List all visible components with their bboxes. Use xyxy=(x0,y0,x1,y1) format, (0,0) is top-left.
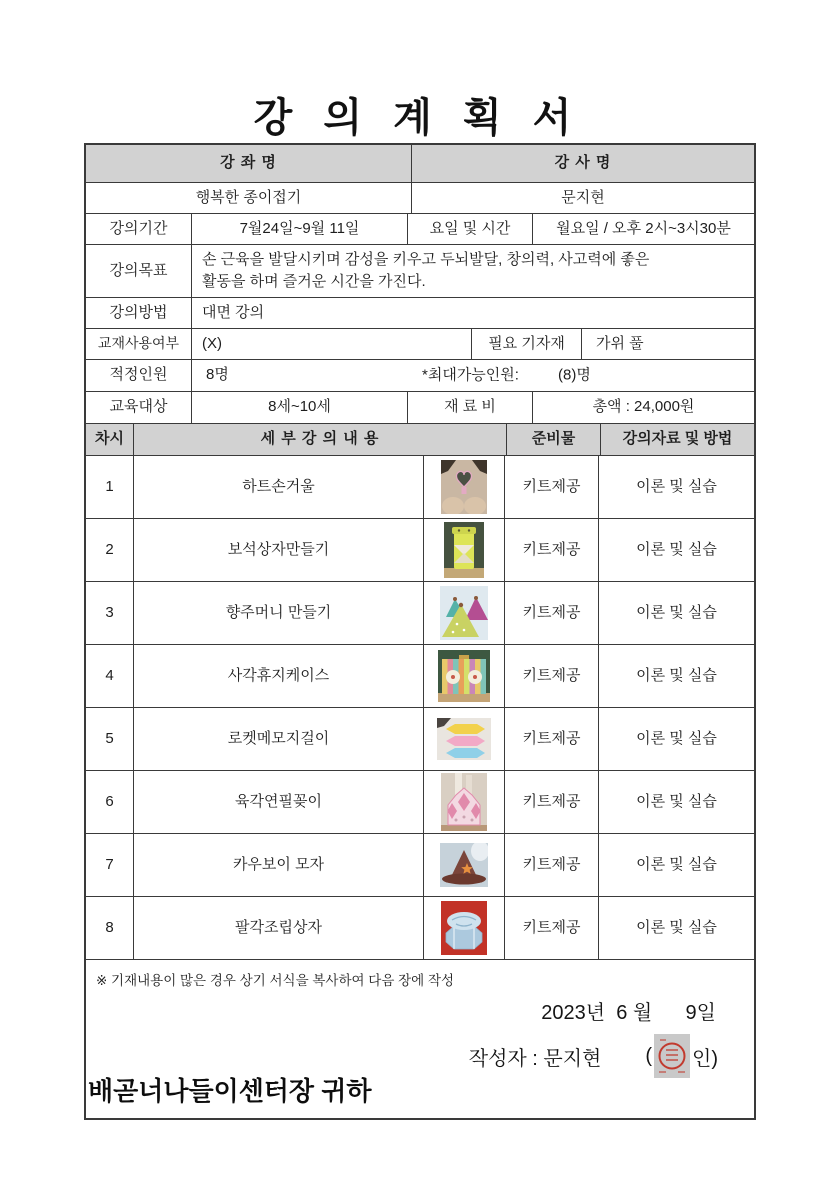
session-image-cell xyxy=(424,897,505,959)
period-label: 강의기간 xyxy=(86,214,192,244)
session-materials: 키트제공 xyxy=(505,519,599,581)
goal-row xyxy=(86,245,754,298)
session-number: 1 xyxy=(86,456,134,518)
author-name: 작성자 : 문지현 xyxy=(468,1047,602,1070)
session-image-cell xyxy=(424,582,505,644)
capacity-value-cell xyxy=(192,360,754,391)
capacity-row xyxy=(86,360,754,392)
session-content: 카우보이 모자 xyxy=(134,834,424,896)
schedule-header-session: 차시 xyxy=(86,424,134,455)
session-content: 로켓메모지걸이 xyxy=(134,708,424,770)
red-seal-stamp-icon xyxy=(654,1034,690,1078)
session-content: 사각휴지케이스 xyxy=(134,645,424,707)
session-method: 이론 및 실습 xyxy=(636,603,717,621)
schedule-row-7 xyxy=(86,834,754,897)
daytime-label: 요일 및 시간 xyxy=(408,214,533,244)
method-label: 강의방법 xyxy=(86,298,192,328)
session-image-cell xyxy=(424,519,505,581)
target-label: 교육대상 xyxy=(86,392,192,423)
goal-line2: 활동을 하며 즐거운 시간을 가진다. xyxy=(202,273,426,290)
session-image-cell xyxy=(424,645,505,707)
footer-inner xyxy=(86,960,754,1118)
session-materials: 키트제공 xyxy=(505,645,599,707)
capacity-value: 8명 xyxy=(206,366,229,384)
session-number: 6 xyxy=(86,771,134,833)
jewel-box-photo xyxy=(444,522,484,578)
fee-value: 총액 : 24,000원 xyxy=(592,398,695,416)
textbook-label: 교재사용여부 xyxy=(86,329,192,359)
recipient-title: 배곧너나들이센터장 귀하 xyxy=(88,1076,372,1106)
session-number: 3 xyxy=(86,582,134,644)
session-materials: 키트제공 xyxy=(505,771,599,833)
goal-label: 강의목표 xyxy=(86,245,192,297)
goal-value xyxy=(192,245,754,297)
cowboy-hat-photo xyxy=(440,843,488,887)
schedule-row-3 xyxy=(86,582,754,645)
equipment-value: 가위 풀 xyxy=(596,334,644,352)
capacity-max-value: (8)명 xyxy=(558,366,591,384)
capacity-max-label: *최대가능인원: xyxy=(422,366,519,384)
session-number: 5 xyxy=(86,708,134,770)
goal-line1: 손 근육을 발달시키며 감성을 키우고 두뇌발달, 창의력, 사고력에 좋은 xyxy=(202,250,650,268)
session-number: 8 xyxy=(86,897,134,959)
daytime-value: 월요일 / 오후 2시~3시30분 xyxy=(556,219,731,237)
session-method: 이론 및 실습 xyxy=(636,729,717,747)
session-materials: 키트제공 xyxy=(505,834,599,896)
target-value: 8세~10세 xyxy=(192,392,408,423)
period-row xyxy=(86,214,754,245)
written-date: 2023년 6 월 9일 xyxy=(541,1002,716,1024)
session-content: 보석상자만들기 xyxy=(134,519,424,581)
rocket-memo-holder-photo xyxy=(437,718,491,760)
seal-close-paren: 인) xyxy=(692,1047,718,1070)
session-number: 7 xyxy=(86,834,134,896)
course-name-header: 강 좌 명 xyxy=(86,145,412,182)
author-line xyxy=(469,1034,718,1078)
schedule-header-method: 강의자료 및 방법 xyxy=(601,424,754,455)
session-materials: 키트제공 xyxy=(505,582,599,644)
capacity-label: 적정인원 xyxy=(86,360,192,391)
heart-hand-mirror-photo xyxy=(441,460,487,514)
header-row xyxy=(86,145,754,183)
hexagon-pencil-holder-photo xyxy=(441,773,487,831)
scent-pouch-photo xyxy=(440,586,488,640)
period-value: 7월24일~9월 11일 xyxy=(192,214,408,244)
page-title: 강 의 계 획 서 xyxy=(253,96,582,140)
equipment-label: 필요 기자재 xyxy=(472,329,582,359)
session-materials: 키트제공 xyxy=(505,897,599,959)
instructor-name-header: 강 사 명 xyxy=(412,145,754,182)
session-method: 이론 및 실습 xyxy=(636,666,717,684)
session-materials: 키트제공 xyxy=(505,708,599,770)
course-row xyxy=(86,183,754,214)
method-value: 대면 강의 xyxy=(202,303,265,321)
session-image-cell xyxy=(424,708,505,770)
fee-label: 재 료 비 xyxy=(408,392,533,423)
instructor-name-value: 문지현 xyxy=(561,188,605,206)
schedule-header-materials: 준비물 xyxy=(507,424,601,455)
session-number: 4 xyxy=(86,645,134,707)
method-row xyxy=(86,298,754,329)
schedule-row-6 xyxy=(86,771,754,834)
session-method: 이론 및 실습 xyxy=(636,918,717,936)
session-method: 이론 및 실습 xyxy=(636,855,717,873)
session-number: 2 xyxy=(86,519,134,581)
session-materials: 키트제공 xyxy=(505,456,599,518)
schedule-row-8 xyxy=(86,897,754,960)
session-content: 육각연필꽂이 xyxy=(134,771,424,833)
session-image-cell xyxy=(424,834,505,896)
session-method: 이론 및 실습 xyxy=(636,792,717,810)
copy-note: ※ 기재내용이 많은 경우 상기 서식을 복사하여 다음 장에 작성 xyxy=(96,973,455,988)
schedule-header-content: 세 부 강 의 내 용 xyxy=(134,424,507,455)
schedule-row-5 xyxy=(86,708,754,771)
schedule-row-2 xyxy=(86,519,754,582)
session-method: 이론 및 실습 xyxy=(636,540,717,558)
session-content: 하트손거울 xyxy=(134,456,424,518)
footer-area xyxy=(86,960,754,1118)
session-content: 향주머니 만들기 xyxy=(134,582,424,644)
session-image-cell xyxy=(424,771,505,833)
schedule-header-row xyxy=(86,424,754,456)
target-row xyxy=(86,392,754,424)
schedule-row-1 xyxy=(86,456,754,519)
session-content: 팔각조립상자 xyxy=(134,897,424,959)
course-name-value: 행복한 종이접기 xyxy=(86,183,412,213)
lecture-plan-table xyxy=(84,143,756,1120)
textbook-value: (X) xyxy=(192,329,472,359)
square-tissue-case-photo xyxy=(438,650,490,702)
session-method: 이론 및 실습 xyxy=(636,477,717,495)
schedule-row-4 xyxy=(86,645,754,708)
octagon-box-photo xyxy=(441,901,487,955)
session-image-cell xyxy=(424,456,505,518)
seal-open-paren: ( xyxy=(645,1044,653,1067)
textbook-row xyxy=(86,329,754,360)
